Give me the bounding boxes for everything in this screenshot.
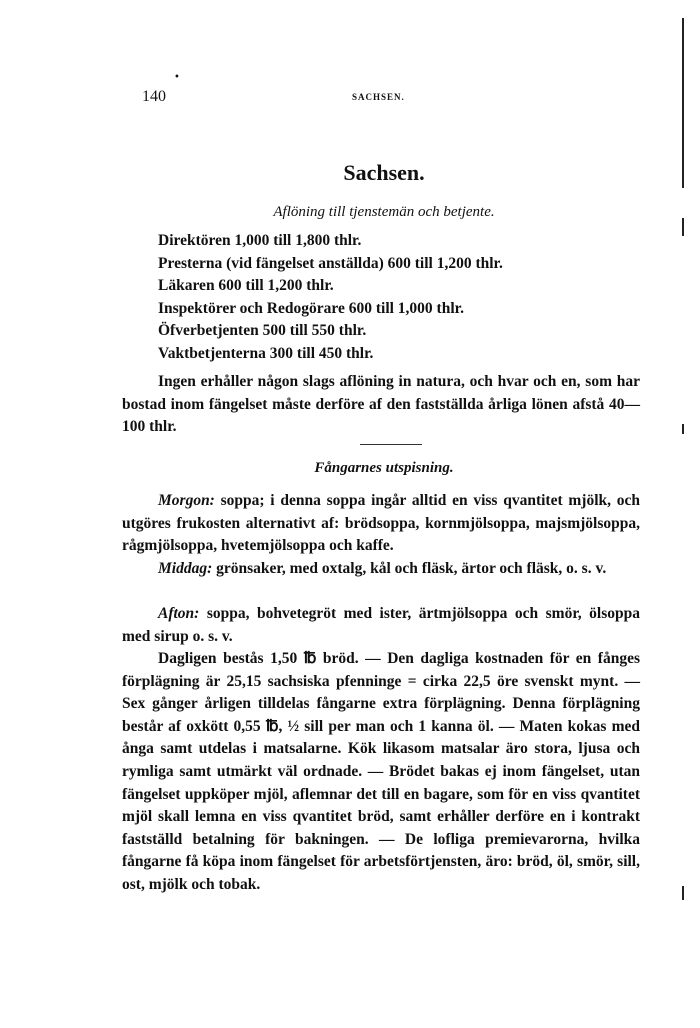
running-head: [142, 88, 642, 108]
salary-line: Direktören 1,000 till 1,800 thlr.: [158, 232, 362, 249]
salary-line: Öfverbetjenten 500 till 550 thlr.: [158, 322, 367, 340]
page-number: 140: [142, 88, 166, 105]
section-heading: Fångarnes utspisning.: [314, 460, 454, 476]
running-title: SACHSEN.: [352, 92, 405, 102]
page-edge-mark: [682, 424, 684, 434]
paragraph-text: Ingen erhåller någon slags aflöning in natura, och hvar och en, som har bostad inom fängelset måste derföre af den fastställda årliga lönen afstå 40—100 thlr.: [122, 373, 640, 436]
paragraph-daily: [122, 648, 640, 897]
meal-label: Middag:: [158, 560, 213, 577]
paragraph-middag: [122, 558, 640, 581]
salary-line: Vaktbetjenterna 300 till 450 thlr.: [158, 344, 374, 362]
meal-label: Morgon:: [158, 492, 215, 509]
meal-text: soppa, bohvetegröt med ister, ärtmjölsoppa och smör, ölsoppa med sirup o. s. v.: [122, 605, 640, 645]
print-dot: •: [174, 72, 180, 83]
salary-line: Inspektörer och Redogörare 600 till 1,000 thlr.: [158, 299, 464, 317]
salary-line: Läkaren 600 till 1,200 thlr.: [158, 277, 334, 295]
meal-text: grönsaker, med oxtalg, kål och fläsk, ärtor och fläsk, o. s. v.: [212, 560, 607, 577]
meal-label: Afton:: [158, 605, 200, 622]
paragraph-text: Dagligen bestås 1,50 ℔ bröd. — Den dagliga kostnaden för en fånges förplägning är 25,15 sachsiska pfenninge = cirka 22,5 öre svenskt mynt. — Sex gånger årligen tilldelas fångarne extra förplägning. Denna förplägning består af oxkött 0,55 ℔, ½ sill per man och 1 kanna öl. — Maten kokas med ånga samt utdelas i matsalarne. Kök likasom matsalar äro stora, ljusa och rymliga samt utmärkt väl ordnade. — Brödet bakas ej inom fängelset, utan fängelset uppköper mjöl, aflemnar det till en bagare, som för en viss qvantitet mjöl skall lemna en viss qvantitet bröd, samt erhåller derföre en i kontrakt fastställd betalning för bakningen. — De lofliga premievarorna, hvilka fångarne få köpa inom fängelset för arbetsförtjensten, äro: bröd, öl, smör, sill, ost, mjölk och tobak.: [122, 650, 640, 893]
paragraph-ingen: [122, 371, 640, 439]
salary-list: [158, 230, 503, 366]
section-subtitle: Aflöning till tjenstemän och betjente.: [273, 204, 495, 220]
salary-line: Presterna (vid fängelset anställda) 600 till 1,200 thlr.: [158, 254, 503, 272]
section-divider: [360, 444, 422, 445]
chapter-title: Sachsen.: [343, 160, 425, 185]
paragraph-afton: [122, 603, 640, 648]
page-edge-mark: [682, 886, 684, 900]
meal-text: soppa; i denna soppa ingår alltid en viss qvantitet mjölk, och utgöres frukosten alternativt af: brödsoppa, kornmjölsoppa, majsmjölsoppa, rågmjölsoppa, hvetemjölsoppa och kaffe.: [122, 492, 640, 555]
paragraph-morgon: [122, 490, 640, 558]
